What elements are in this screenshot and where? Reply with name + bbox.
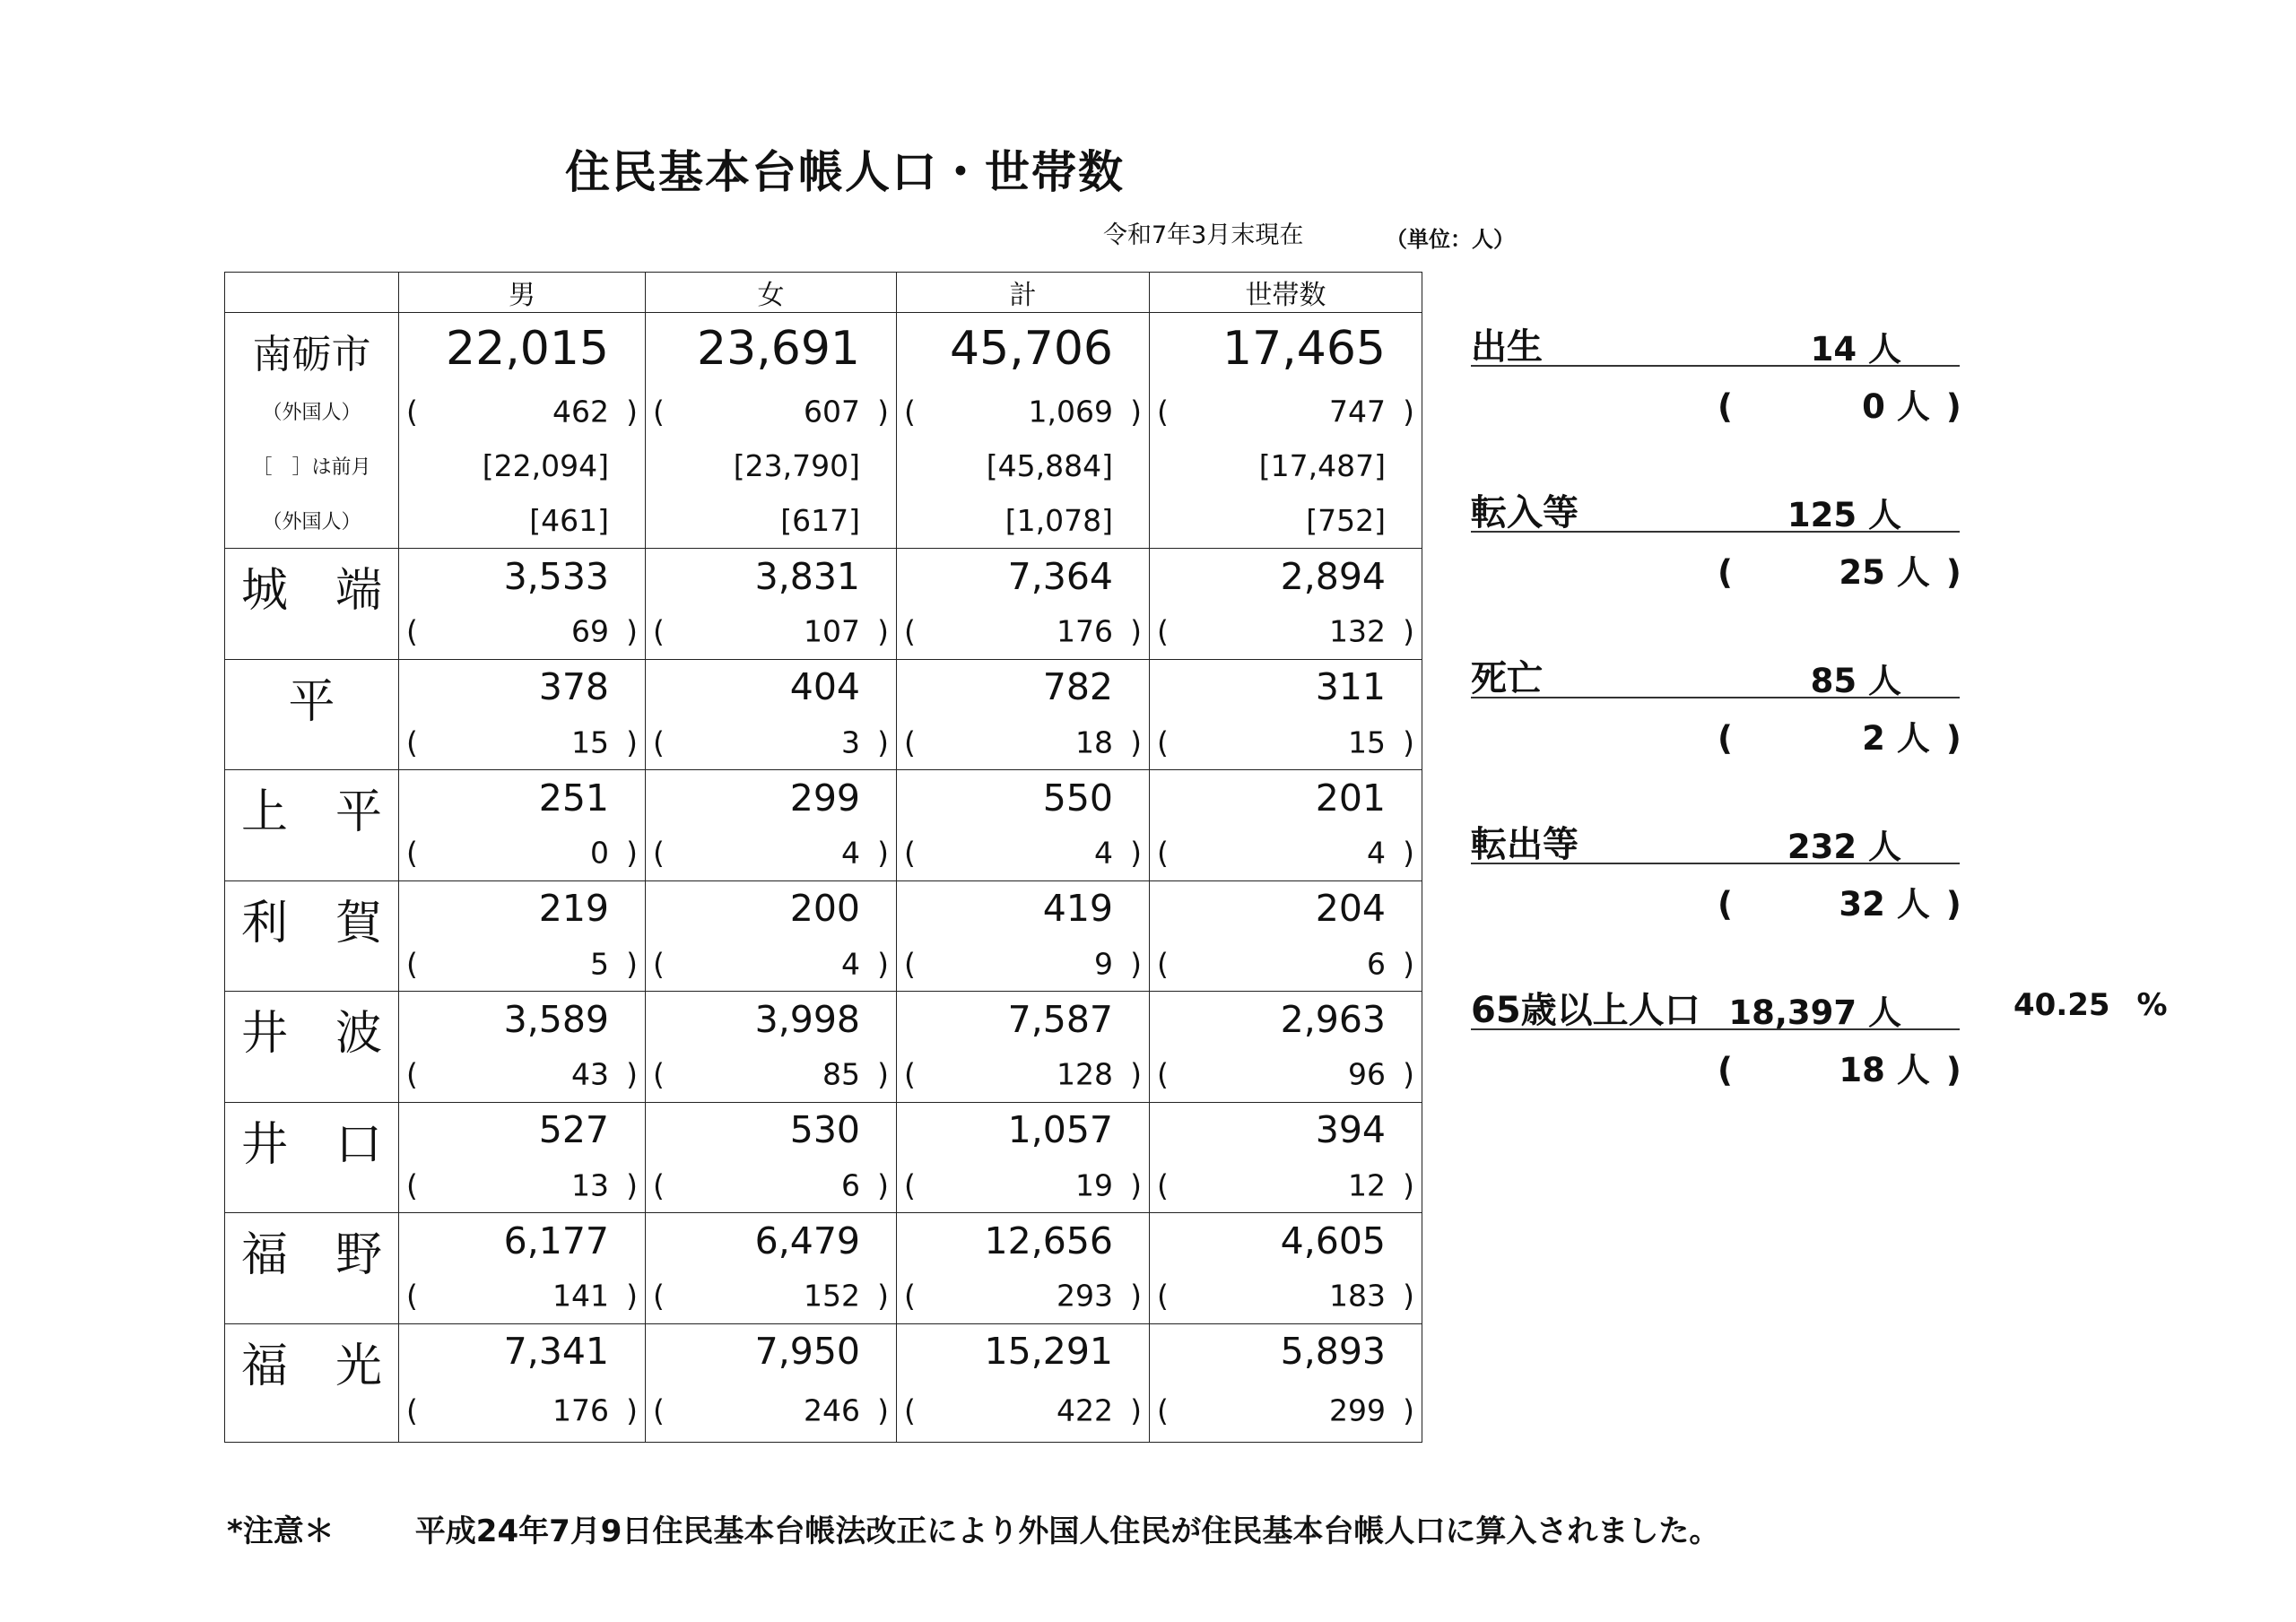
table-row (225, 1047, 1422, 1103)
district-male: 219 (399, 880, 646, 936)
district-sum: 782 (897, 659, 1150, 715)
prev-foreign-sum: [1,078] (897, 493, 1150, 549)
district-group (225, 1323, 1422, 1443)
district-households: 2,894 (1150, 549, 1422, 604)
table-row (225, 659, 1422, 715)
district-male: 3,533 (399, 549, 646, 604)
table-row (225, 384, 1422, 438)
district-name (225, 1213, 399, 1324)
district-foreign-female: ( 85 ) (646, 1047, 897, 1103)
total-sum: 45,706 (897, 313, 1150, 385)
district-female: 404 (646, 659, 897, 715)
district-foreign-male: ( 5 ) (399, 936, 646, 992)
prev-female: [23,790] (646, 438, 897, 493)
district-foreign-female: ( 246 ) (646, 1379, 897, 1443)
district-foreign-male: ( 69 ) (399, 604, 646, 660)
district-sum: 1,057 (897, 1102, 1150, 1158)
district-sum: 12,656 (897, 1213, 1150, 1269)
district-foreign-female: ( 6 ) (646, 1158, 897, 1213)
district-foreign-male: ( 13 ) (399, 1158, 646, 1213)
district-name (225, 880, 399, 992)
stat-value: 125 人 (1787, 496, 1901, 534)
district-group (225, 992, 1422, 1103)
district-sum: 550 (897, 770, 1150, 826)
table-row (225, 826, 1422, 881)
district-name (225, 659, 399, 770)
district-name-char: 野 (335, 1228, 382, 1282)
stat-label: 死亡 (1471, 658, 1543, 699)
prev-sum: [45,884] (897, 438, 1150, 493)
district-name-char: 井 (241, 1117, 289, 1172)
district-male: 527 (399, 1102, 646, 1158)
district-male: 7,341 (399, 1323, 646, 1379)
district-foreign-households: ( 12 ) (1150, 1158, 1422, 1213)
district-name-char: 光 (335, 1339, 382, 1393)
district-foreign-sum: ( 422 ) (897, 1379, 1150, 1443)
total-male: 22,015 (399, 313, 646, 385)
stat-underline (1471, 697, 1960, 698)
table-row (225, 880, 1422, 936)
district-foreign-female: ( 152 ) (646, 1269, 897, 1324)
prev-foreign-female: [617] (646, 493, 897, 549)
table-row (225, 1269, 1422, 1324)
table-row (225, 313, 1422, 385)
district-female: 3,998 (646, 992, 897, 1047)
district-foreign-sum: ( 19 ) (897, 1158, 1150, 1213)
district-households: 204 (1150, 880, 1422, 936)
district-foreign-households: ( 183 ) (1150, 1269, 1422, 1324)
total-foreign-female: ( 607 ) (646, 384, 897, 438)
elderly-percent: 40.25 % (2013, 987, 2168, 1023)
district-female: 299 (646, 770, 897, 826)
district-households: 394 (1150, 1102, 1422, 1158)
district-households: 2,963 (1150, 992, 1422, 1047)
district-foreign-female: ( 4 ) (646, 936, 897, 992)
footer-text: 平成24年7月9日住民基本台帳法改正により外国人住民が住民基本台帳人口に算入されました。 (414, 1514, 1720, 1549)
district-female: 530 (646, 1102, 897, 1158)
district-name-char: 平 (335, 785, 382, 839)
stat-foreign: ( 25 人 ) (1718, 553, 1961, 592)
stat-label: 転入等 (1471, 492, 1578, 533)
district-female: 3,831 (646, 549, 897, 604)
district-name (225, 770, 399, 881)
district-male: 6,177 (399, 1213, 646, 1269)
table-row (225, 438, 1422, 493)
header-blank (225, 273, 399, 313)
district-female: 7,950 (646, 1323, 897, 1379)
as-of-date: 令和7年3月末現在 (1103, 221, 1304, 249)
district-foreign-female: ( 107 ) (646, 604, 897, 660)
stat-underline (1471, 365, 1960, 367)
district-sum: 7,587 (897, 992, 1150, 1047)
stat-value: 18,397 人 (1728, 993, 1901, 1032)
unit-label: （単位：人） (1386, 227, 1515, 252)
table-row (225, 936, 1422, 992)
district-name-char: 城 (241, 564, 289, 618)
total-foreign-male: ( 462 ) (399, 384, 646, 438)
city-total-group (225, 313, 1422, 549)
district-foreign-households: ( 132 ) (1150, 604, 1422, 660)
district-foreign-households: ( 96 ) (1150, 1047, 1422, 1103)
total-female: 23,691 (646, 313, 897, 385)
stat-value: 85 人 (1810, 662, 1901, 700)
page-title: 住民基本台帳人口・世帯数 (565, 146, 1125, 198)
district-female: 6,479 (646, 1213, 897, 1269)
header-total: 計 (897, 273, 1150, 313)
district-foreign-sum: ( 128 ) (897, 1047, 1150, 1103)
prev-foreign-label: （外国人） (225, 493, 399, 549)
stat-underline (1471, 1028, 1960, 1030)
district-foreign-male: ( 15 ) (399, 715, 646, 770)
stat-value: 14 人 (1810, 330, 1901, 369)
table-row (225, 604, 1422, 660)
total-foreign-sum: ( 1,069 ) (897, 384, 1150, 438)
district-male: 378 (399, 659, 646, 715)
district-name (225, 1102, 399, 1213)
district-group (225, 770, 1422, 881)
stat-underline (1471, 863, 1960, 864)
prev-foreign-households: [752] (1150, 493, 1422, 549)
header-male: 男 (399, 273, 646, 313)
district-name (225, 549, 399, 660)
district-foreign-female: ( 3 ) (646, 715, 897, 770)
district-name (225, 992, 399, 1103)
total-households: 17,465 (1150, 313, 1422, 385)
stat-label: 65歳以上人口 (1471, 990, 1700, 1031)
stat-label: 転出等 (1471, 824, 1578, 865)
district-households: 201 (1150, 770, 1422, 826)
table-row (225, 1102, 1422, 1158)
district-name-char: 端 (335, 564, 382, 618)
table-header-row (225, 273, 1422, 313)
district-name-char: 賀 (335, 896, 382, 950)
district-name-char: 波 (335, 1007, 382, 1061)
district-foreign-male: ( 141 ) (399, 1269, 646, 1324)
district-name-char: 口 (335, 1117, 382, 1172)
district-name-char: 福 (241, 1339, 289, 1393)
foreign-label: （外国人） (225, 384, 399, 438)
district-households: 311 (1150, 659, 1422, 715)
header-female: 女 (646, 273, 897, 313)
stat-foreign: ( 2 人 ) (1718, 719, 1961, 758)
prev-month-label: ［ ］は前月 (225, 438, 399, 493)
stat-label: 出生 (1471, 326, 1543, 368)
prev-foreign-male: [461] (399, 493, 646, 549)
table-row (225, 1379, 1422, 1443)
table-row (225, 992, 1422, 1047)
stat-foreign: ( 32 人 ) (1718, 885, 1961, 924)
table-row (225, 493, 1422, 549)
header-households: 世帯数 (1150, 273, 1422, 313)
district-male: 251 (399, 770, 646, 826)
district-foreign-sum: ( 293 ) (897, 1269, 1150, 1324)
district-foreign-female: ( 4 ) (646, 826, 897, 881)
district-name-char: 福 (241, 1228, 289, 1282)
district-sum: 419 (897, 880, 1150, 936)
city-name: 南砺市 (225, 313, 399, 385)
district-group (225, 1102, 1422, 1213)
table-row (225, 549, 1422, 604)
district-name-char: 平 (288, 674, 335, 729)
footer-label: *注意＊ (227, 1514, 335, 1549)
district-households: 4,605 (1150, 1213, 1422, 1269)
footer-note (227, 1506, 1719, 1550)
table-row (225, 1158, 1422, 1213)
district-group (225, 1213, 1422, 1324)
district-group (225, 659, 1422, 770)
district-foreign-households: ( 6 ) (1150, 936, 1422, 992)
district-foreign-male: ( 43 ) (399, 1047, 646, 1103)
district-foreign-sum: ( 176 ) (897, 604, 1150, 660)
table-row (225, 1213, 1422, 1269)
population-table (224, 272, 1422, 1443)
stat-underline (1471, 531, 1960, 533)
district-foreign-households: ( 15 ) (1150, 715, 1422, 770)
district-sum: 15,291 (897, 1323, 1150, 1379)
district-foreign-sum: ( 18 ) (897, 715, 1150, 770)
prev-households: [17,487] (1150, 438, 1422, 493)
district-foreign-male: ( 176 ) (399, 1379, 646, 1443)
district-foreign-households: ( 4 ) (1150, 826, 1422, 881)
district-group (225, 549, 1422, 660)
stat-value: 232 人 (1787, 828, 1901, 866)
district-foreign-households: ( 299 ) (1150, 1379, 1422, 1443)
district-male: 3,589 (399, 992, 646, 1047)
stat-foreign: ( 18 人 ) (1718, 1051, 1961, 1089)
stat-foreign: ( 0 人 ) (1718, 387, 1961, 426)
district-name-char: 井 (241, 1007, 289, 1061)
district-households: 5,893 (1150, 1323, 1422, 1379)
district-sum: 7,364 (897, 549, 1150, 604)
district-name (225, 1323, 399, 1443)
district-name-char: 利 (241, 896, 289, 950)
district-foreign-sum: ( 9 ) (897, 936, 1150, 992)
table-row (225, 770, 1422, 826)
district-foreign-male: ( 0 ) (399, 826, 646, 881)
district-foreign-sum: ( 4 ) (897, 826, 1150, 881)
district-name-char: 上 (241, 785, 289, 839)
district-group (225, 880, 1422, 992)
table-row (225, 715, 1422, 770)
district-female: 200 (646, 880, 897, 936)
table-row (225, 1323, 1422, 1379)
total-foreign-households: ( 747 ) (1150, 384, 1422, 438)
prev-male: [22,094] (399, 438, 646, 493)
